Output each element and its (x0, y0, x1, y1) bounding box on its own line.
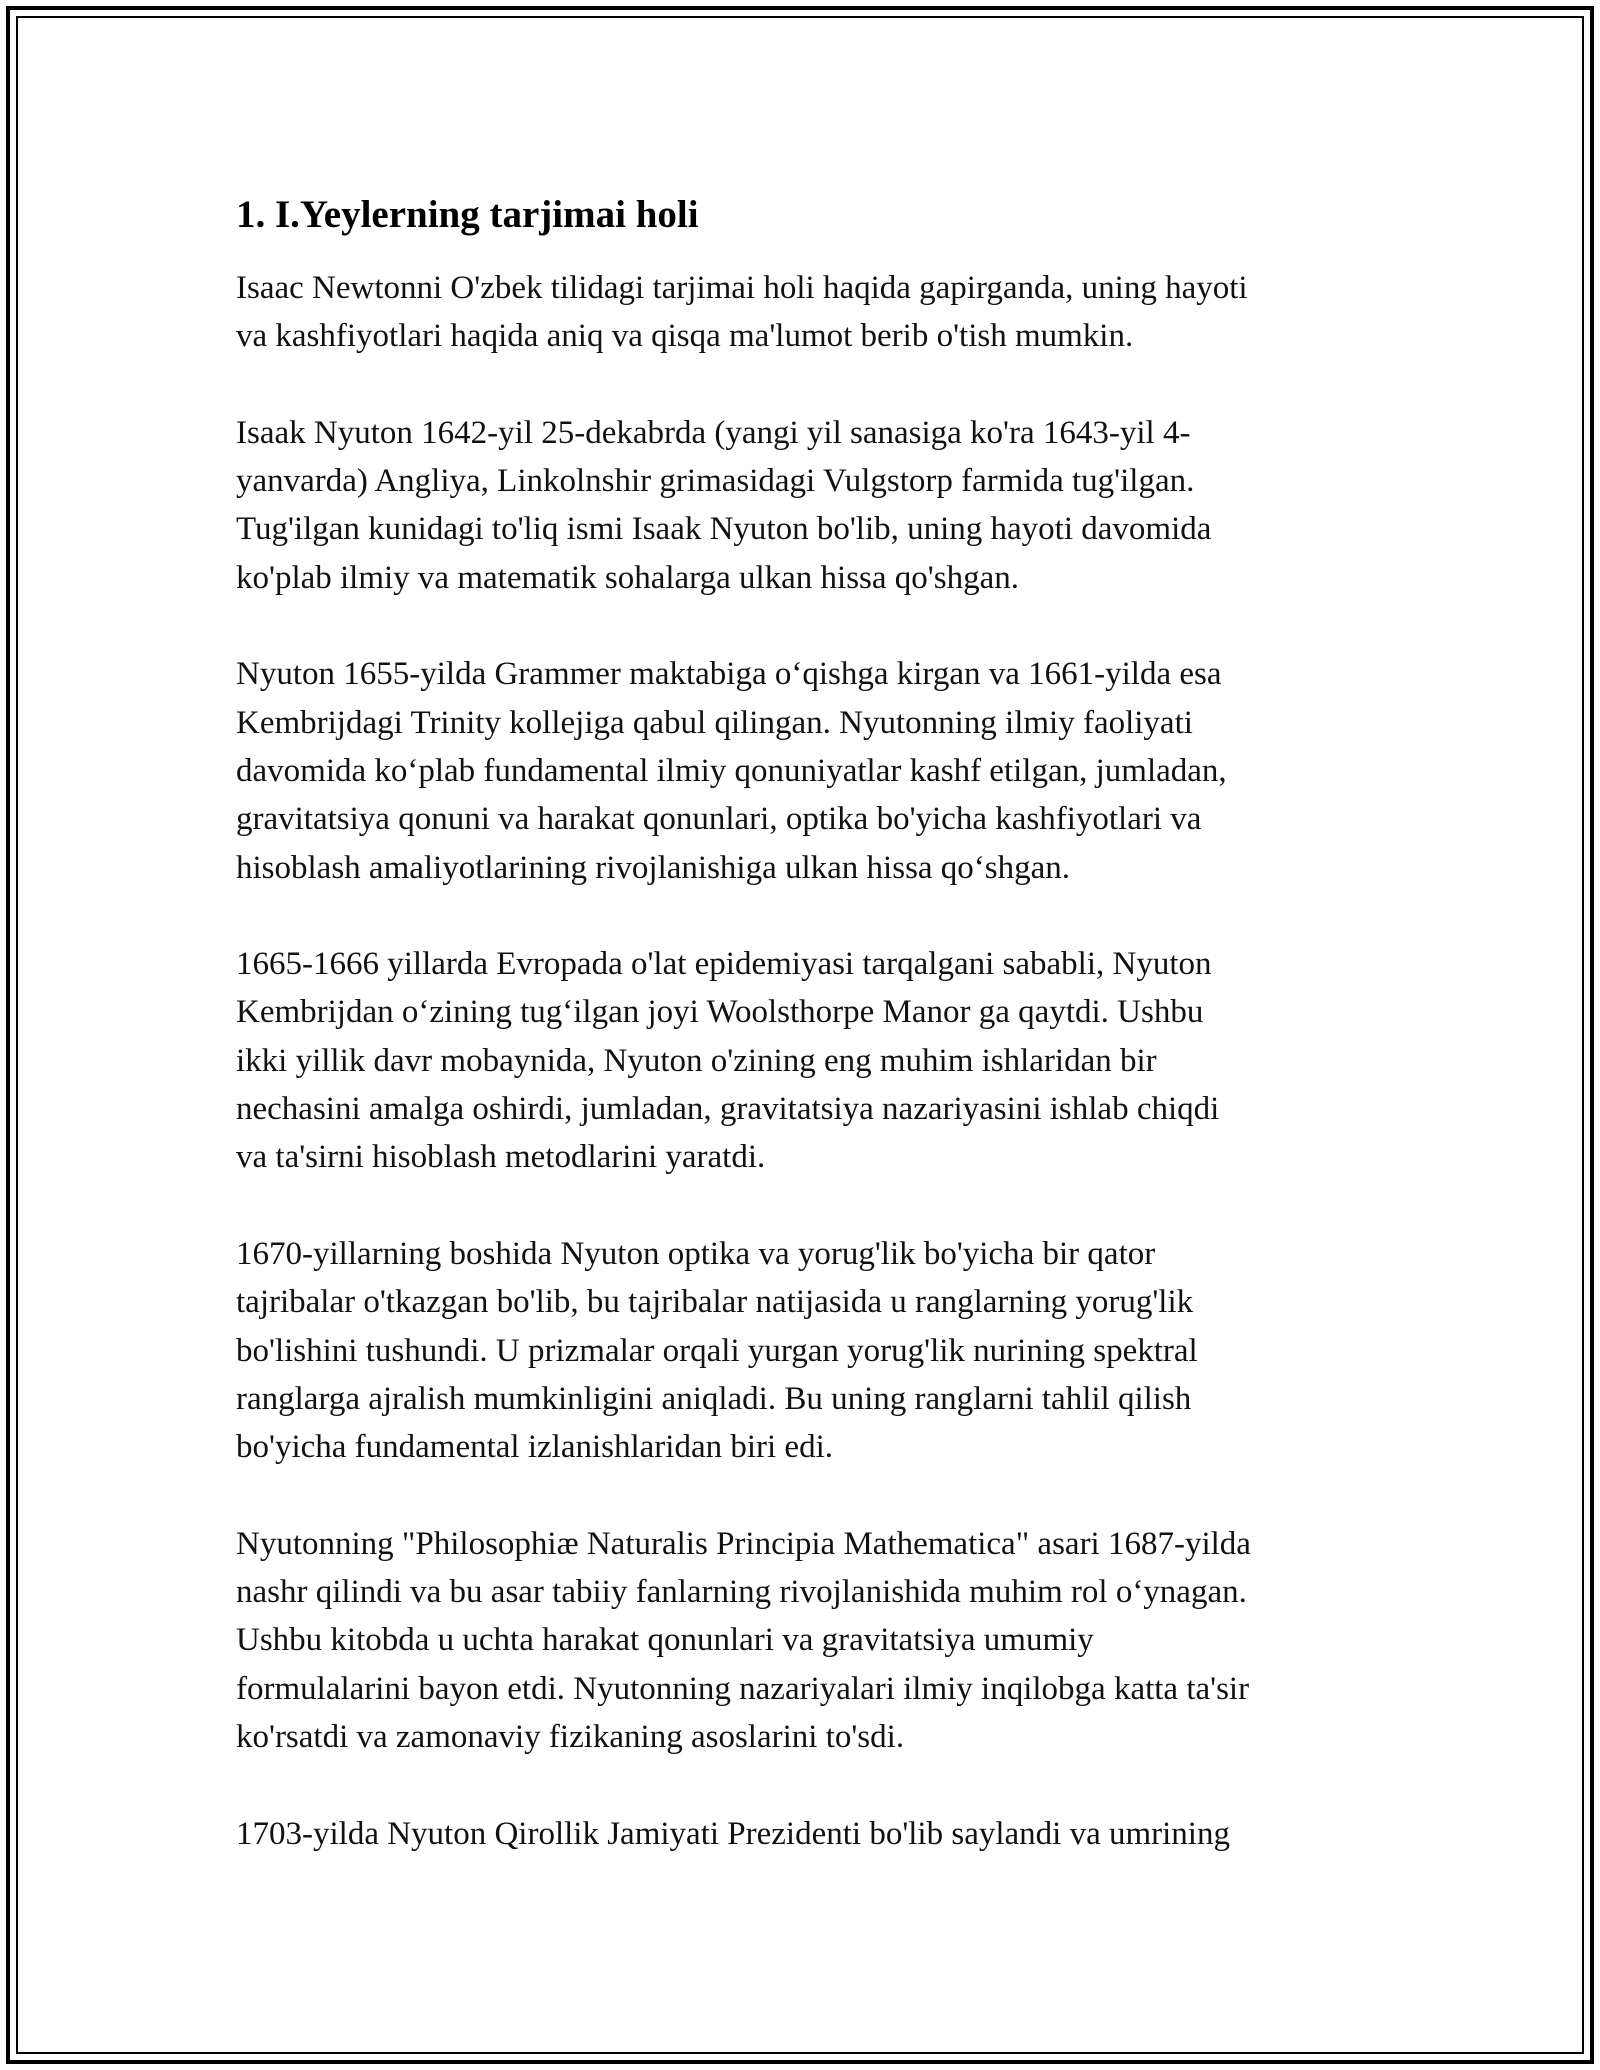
text-line: Isaac Newtonni O'zbek tilidagi tarjimai holi haqida gapirganda, uning hayoti (236, 270, 1248, 306)
paragraph-4 (236, 940, 1376, 1181)
paragraph-1 (236, 264, 1376, 361)
text-line: ikki yillik davr mobaynida, Nyuton o'zining eng muhim ishlaridan bir (236, 1042, 1157, 1079)
section-heading: 1. I.Yeylerning tarjimai holi (236, 193, 699, 236)
text-line: ranglarga ajralish mumkinligini aniqladi. Bu uning ranglarni tahlil qilish (236, 1380, 1192, 1417)
text-line: 1703-yilda Nyuton Qirollik Jamiyati Prezidenti bo'lib saylandi va umrining (236, 1815, 1230, 1852)
text-line: bo'lishini tushundi. U prizmalar orqali yurgan yorug'lik nurining spektral (236, 1332, 1198, 1369)
text-line: formulalarini bayon etdi. Nyutonning nazariyalari ilmiy inqilobga katta ta'sir (236, 1670, 1250, 1707)
text-line: nashr qilindi va bu asar tabiiy fanlarning rivojlanishida muhim rol o‘ynagan. (236, 1574, 1247, 1611)
paragraph-3 (236, 650, 1376, 891)
text-line: ko'plab ilmiy va matematik sohalarga ulkan hissa qo'shgan. (236, 559, 1019, 596)
text-line: 1670-yillarning boshida Nyuton optika va yorug'lik bo'yicha bir qator (236, 1235, 1156, 1272)
text-line: ko'rsatdi va zamonaviy fizikaning asoslarini to'sdi. (236, 1718, 905, 1755)
text-line: Ushbu kitobda u uchta harakat qonunlari va gravitatsiya umumiy (236, 1622, 1094, 1659)
text-line: Nyutonning "Philosophiæ Naturalis Principia Mathematica" asari 1687-yilda (236, 1525, 1251, 1562)
paragraph-5 (236, 1230, 1376, 1471)
text-line: Isaak Nyuton 1642-yil 25-dekabrda (yangi yil sanasiga ko'ra 1643-yil 4- (236, 414, 1191, 451)
text-line: va ta'sirni hisoblash metodlarini yaratdi. (236, 1139, 766, 1176)
text-line: davomida ko‘plab fundamental ilmiy qonuniyatlar kashf etilgan, jumladan, (236, 752, 1227, 789)
text-line: tajribalar o'tkazgan bo'lib, bu tajribalar natijasida u ranglarning yorug'lik (236, 1284, 1194, 1321)
text-line: Kembrijdagi Trinity kollejiga qabul qilingan. Nyutonning ilmiy faoliyati (236, 704, 1193, 741)
document-body (236, 190, 1376, 1906)
paragraph-2 (236, 409, 1376, 602)
text-line: Kembrijdan o‘zining tug‘ilgan joyi Woolsthorpe Manor ga qaytdi. Ushbu (236, 994, 1204, 1031)
text-line: gravitatsiya qonuni va harakat qonunlari, optika bo'yicha kashfiyotlari va (236, 801, 1202, 838)
text-line: 1665-1666 yillarda Evropada o'lat epidemiyasi tarqalgani sababli, Nyuton (236, 946, 1212, 983)
paragraph-7 (236, 1810, 1376, 1858)
paragraph-6 (236, 1520, 1376, 1761)
text-line: nechasini amalga oshirdi, jumladan, gravitatsiya nazariyasini ishlab chiqdi (236, 1091, 1220, 1128)
text-line: Tug'ilgan kunidagi to'liq ismi Isaak Nyuton bo'lib, uning hayoti davomida (236, 511, 1212, 548)
text-line: hisoblash amaliyotlarining rivojlanishiga ulkan hissa qo‘shgan. (236, 849, 1071, 886)
text-line: Nyuton 1655-yilda Grammer maktabiga o‘qishga kirgan va 1661-yilda esa (236, 656, 1222, 693)
text-line: bo'yicha fundamental izlanishlaridan biri edi. (236, 1429, 833, 1466)
text-line: va kashfiyotlari haqida aniq va qisqa ma'lumot berib o'tish mumkin. (236, 318, 1134, 355)
text-line: yanvarda) Angliya, Linkolnshir grimasidagi Vulgstorp farmida tug'ilgan. (236, 463, 1195, 500)
